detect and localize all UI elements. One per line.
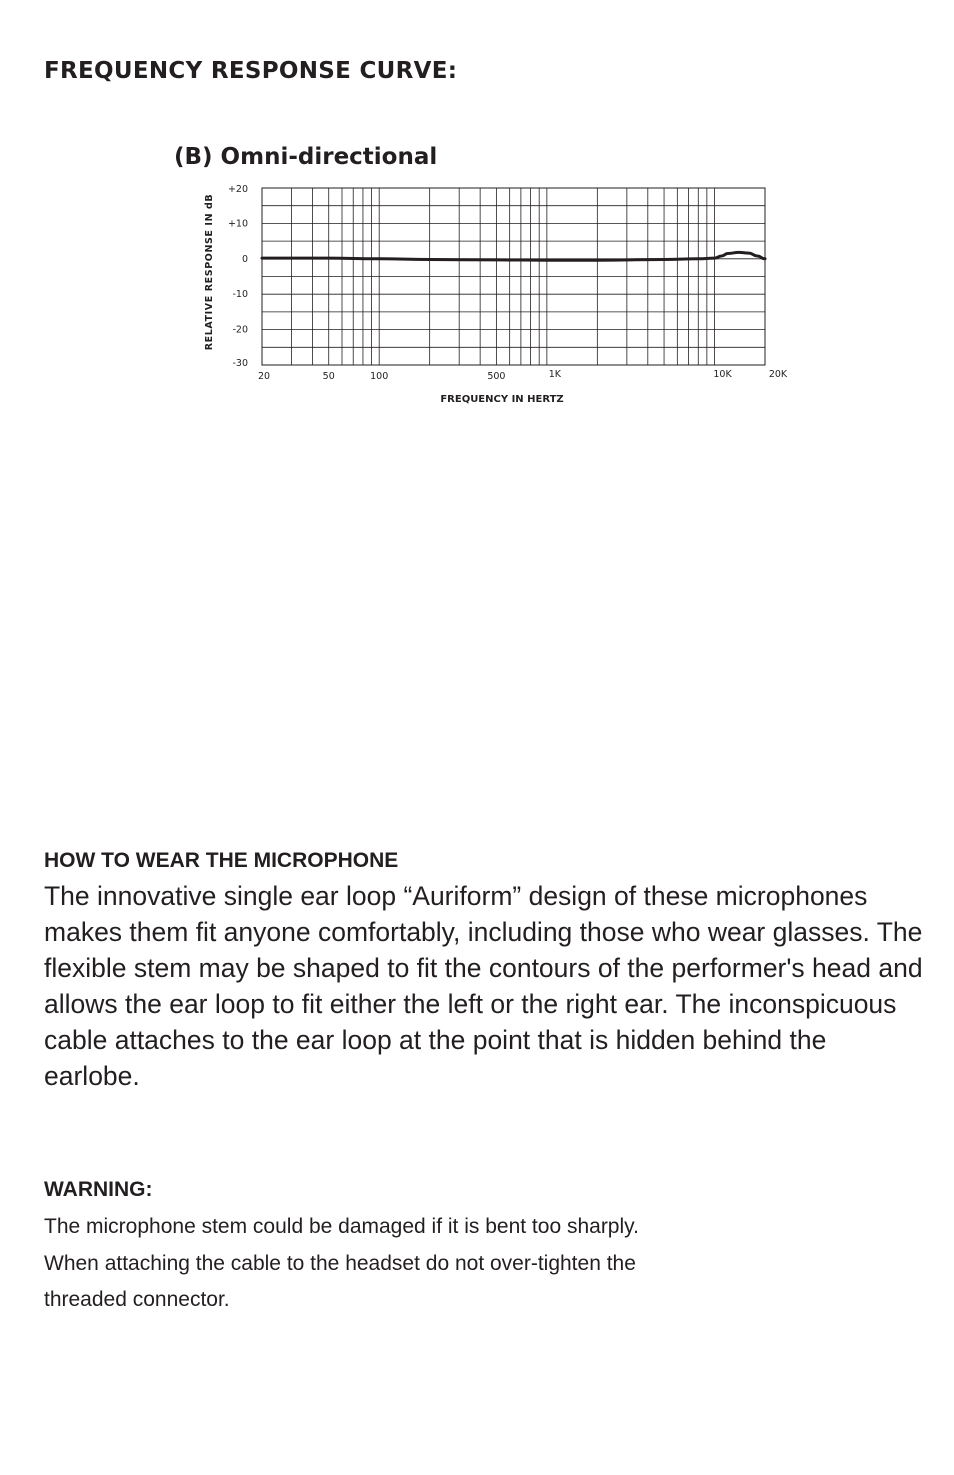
chart-grid — [262, 188, 765, 365]
chart-x-axis-label: FREQUENCY IN HERTZ — [440, 394, 564, 405]
x-tick-label: 10K — [713, 369, 732, 380]
x-tick-label: 1K — [548, 369, 562, 380]
y-tick-label: -10 — [232, 289, 248, 301]
warning-line: threaded connector. — [44, 1288, 230, 1311]
page-title: FREQUENCY RESPONSE CURVE: — [44, 58, 458, 84]
chart-y-axis-label: RELATIVE RESPONSE IN dB — [204, 193, 215, 351]
x-tick-label: 20 — [257, 371, 271, 382]
warning-body — [44, 1209, 804, 1319]
x-tick-label: 50 — [322, 371, 335, 382]
y-tick-label: +20 — [227, 184, 248, 195]
how-to-wear-heading: HOW TO WEAR THE MICROPHONE — [44, 849, 399, 872]
response-curve — [262, 252, 765, 260]
chart-tick-labels — [228, 184, 788, 382]
x-tick-label: 20K — [768, 369, 788, 380]
y-tick-label: 0 — [241, 253, 248, 265]
warning-heading: WARNING: — [44, 1178, 153, 1201]
y-tick-label: +10 — [227, 218, 248, 230]
x-tick-label: 100 — [370, 371, 389, 382]
warning-line: When attaching the cable to the headset do not over-tighten the — [44, 1251, 636, 1275]
x-tick-label: 500 — [487, 371, 506, 382]
how-to-wear-body: The innovative single ear loop “Auriform” design of these microphones makes them fit anyone comfortably, including those who wear glasses. The flexible stem may be shaped to fit the contours of the performer's head and allows the ear loop to fit either the left or the right ear. The inconspicuous cable attaches to the ear loop at the point that is hidden behind the earlobe. — [44, 881, 923, 1091]
y-tick-label: -20 — [232, 324, 248, 336]
chart-title: (B) Omni-directional — [174, 144, 438, 170]
warning-line: The microphone stem could be damaged if it is bent too sharply. — [44, 1215, 639, 1238]
chart-series — [262, 252, 765, 260]
frequency-response-chart — [0, 0, 954, 430]
y-tick-label: -30 — [232, 358, 248, 369]
